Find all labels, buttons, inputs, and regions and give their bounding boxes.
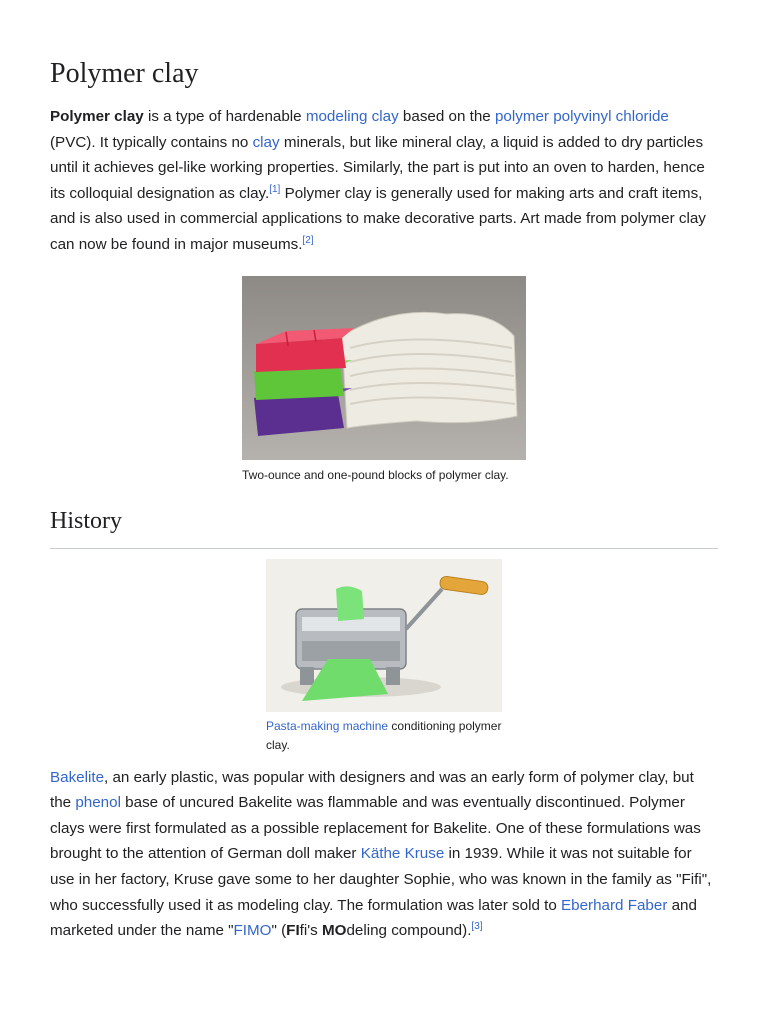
text: fi's — [299, 922, 322, 940]
link-pasta-making-machine[interactable]: Pasta-making machine — [266, 718, 389, 733]
bold-term: Polymer clay — [50, 108, 144, 125]
reference-3 — [471, 921, 482, 932]
pasta-machine-image[interactable] — [266, 559, 502, 712]
text: conditioning polymer clay. — [266, 718, 502, 752]
bold-mo: MO — [321, 922, 347, 940]
link-phenol[interactable]: phenol — [75, 794, 121, 812]
link-eberhard-faber[interactable]: Eberhard Faber — [561, 896, 668, 914]
section-heading-history: History — [50, 485, 718, 549]
link-fimo[interactable]: FIMO — [233, 922, 272, 940]
text: " ( — [271, 922, 287, 940]
reference-link-2[interactable]: [2] — [302, 234, 314, 246]
text: Polymer clay is generally used for making arts and craft items, and is also used in commercial applications to make decorative parts. Art made from polymer clay can now be found in major museums. — [50, 184, 706, 253]
figure-pasta-machine — [266, 559, 502, 755]
text: base of uncured Bakelite was flammable and was eventually discontinued. Polymer clays were first formulated as a possible replacement for Bakelite. One of these formulations was brought to the attention of German doll maker — [50, 794, 701, 863]
reference-link-1[interactable]: [1] — [269, 183, 281, 195]
link-clay[interactable]: clay — [252, 133, 280, 151]
figure-clay-blocks — [242, 276, 526, 485]
text: (PVC). It typically contains no — [50, 133, 253, 151]
bold-fi: FI — [286, 922, 300, 940]
text: is a type of hardenable — [143, 108, 306, 125]
link-modeling-clay[interactable]: modeling clay — [305, 108, 399, 125]
figure1-caption: Two-ounce and one-pound blocks of polymer clay. — [242, 467, 509, 482]
figure2-caption — [266, 712, 502, 755]
page-title: Polymer clay — [50, 58, 199, 89]
reference-1 — [269, 184, 280, 195]
history-paragraph — [50, 765, 718, 944]
text: deling compound). — [346, 922, 472, 940]
text: minerals, but like mineral clay, a liquid is added to dry particles until it achieves gel-like working properties. Similarly, the part is put into an oven to harden, hence its colloquial designation as clay. — [50, 133, 705, 202]
reference-link-3[interactable]: [3] — [471, 921, 483, 933]
text: and marketed under the name " — [50, 896, 697, 940]
intro-paragraph — [50, 104, 718, 258]
link-bakelite[interactable]: Bakelite — [50, 768, 105, 786]
text: based on the — [398, 108, 495, 125]
text: , an early plastic, was popular with designers and was an early form of polymer clay, but the — [50, 768, 694, 812]
reference-2 — [302, 235, 313, 246]
link-kathe-kruse[interactable]: Käthe Kruse — [360, 845, 445, 863]
clay-blocks-image[interactable] — [242, 276, 526, 460]
text: in 1939. While it was not suitable for use in her factory, Kruse gave some to her daughter Sophie, who was known in the family as "Fifi", who successfully used it as modeling clay. The formulation was later sold to — [50, 845, 712, 914]
link-polymer-polyvinyl-chloride[interactable]: polymer polyvinyl chloride — [494, 108, 669, 125]
